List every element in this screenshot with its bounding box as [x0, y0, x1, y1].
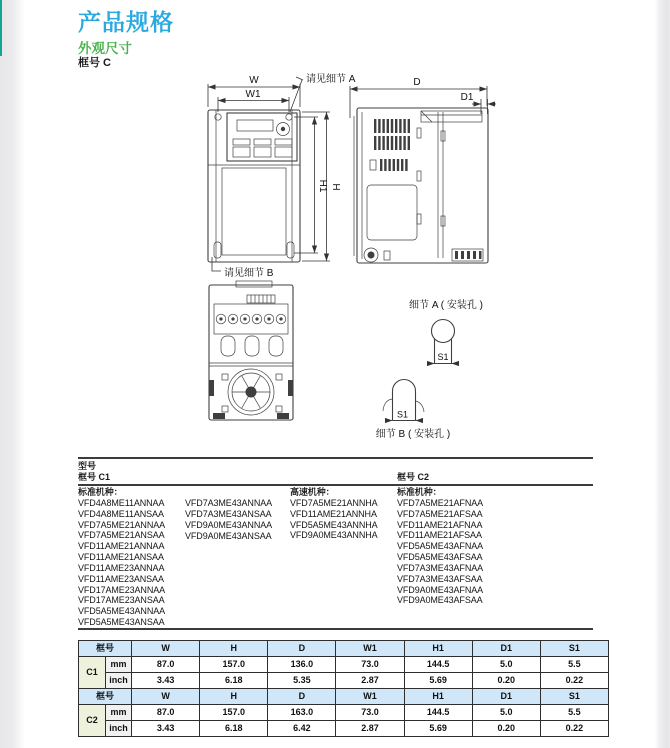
front-view-drawing — [208, 72, 356, 279]
model-number: VFD7A5ME21AFNAA — [397, 497, 484, 508]
detail-a-drawing — [409, 298, 483, 364]
frame-cell: C2 — [79, 705, 106, 737]
model-number: VFD11AME23ANNAA — [78, 562, 165, 573]
dim-value-inch: 0.22 — [540, 721, 608, 737]
frame-cell: C1 — [79, 657, 106, 689]
dim-value-inch: 6.18 — [200, 721, 268, 737]
model-number: VFD5A5ME43AFSAA — [397, 552, 483, 563]
model-number: VFD5A5ME43ANSAA — [78, 617, 165, 628]
dim-value-mm: 163.0 — [268, 705, 336, 721]
dim-value-mm: 73.0 — [336, 705, 404, 721]
model-number: VFD9A0ME43ANNHA — [290, 530, 378, 541]
detail-a-caption: 细节 A ( 安装孔 ) — [409, 300, 483, 311]
dim-value-mm: 73.0 — [336, 657, 404, 673]
dim-value-inch: 5.35 — [268, 673, 336, 689]
frame-header: 框号 — [79, 641, 132, 657]
model-column-c1-highspeed — [290, 487, 378, 541]
dim-value-inch: 2.87 — [336, 673, 404, 689]
model-table-bottom-border — [78, 628, 593, 630]
model-number: VFD7A3ME43AFSAA — [397, 573, 483, 584]
model-header-frame-c2: 框号 C2 — [397, 472, 430, 482]
model-number: VFD11AME21AFSAA — [397, 530, 482, 541]
dim-label-w1: W1 — [245, 89, 261, 100]
dim-col-header: H — [200, 641, 268, 657]
model-number: VFD9A0ME43ANNAA — [185, 519, 273, 530]
dim-col-header: S1 — [540, 641, 608, 657]
model-number: VFD11AME21ANNHA — [290, 508, 377, 519]
unit-cell-mm: mm — [106, 657, 132, 673]
dim-col-header: D — [268, 641, 336, 657]
model-group-title: 标准机种： — [397, 487, 442, 497]
unit-cell-mm: mm — [106, 705, 132, 721]
dim-col-header: D1 — [472, 689, 540, 705]
model-number: VFD9A0ME43AFSAA — [397, 595, 483, 606]
see-detail-a-label: 请见细节 A — [306, 74, 356, 85]
model-number: VFD4A8ME11ANNAA — [78, 497, 165, 508]
bottom-view-drawing — [209, 281, 293, 420]
dim-label-h: H — [330, 183, 341, 191]
model-number: VFD11AME21ANNAA — [78, 541, 165, 552]
model-number: VFD5A5ME43AFNAA — [397, 541, 484, 552]
model-number: VFD7A5ME21ANNAA — [78, 519, 166, 530]
model-number: VFD4A8ME11ANSAA — [78, 508, 164, 519]
model-number: VFD17AME23ANSAA — [78, 595, 165, 606]
model-number: VFD7A5ME21AFSAA — [397, 508, 483, 519]
see-detail-b-label: 请见细节 B — [224, 268, 274, 279]
dim-value-mm: 136.0 — [268, 657, 336, 673]
detail-b-drawing — [376, 380, 450, 441]
dimension-table-c2 — [78, 688, 609, 737]
model-header-label: 型号 — [78, 461, 97, 471]
model-number: VFD11AME21ANSAA — [78, 552, 164, 563]
dim-col-header: W — [132, 641, 200, 657]
dim-value-inch: 5.69 — [404, 721, 472, 737]
dim-value-mm: 87.0 — [132, 657, 200, 673]
unit-cell-inch: inch — [106, 721, 132, 737]
dim-value-mm: 157.0 — [200, 705, 268, 721]
dim-value-inch: 0.22 — [540, 673, 608, 689]
dim-label-s1-a: S1 — [437, 352, 449, 362]
dim-value-mm: 5.5 — [540, 657, 608, 673]
dim-value-inch: 5.69 — [404, 673, 472, 689]
model-number: VFD7A3ME43ANSAA — [185, 508, 272, 519]
model-table-top-border — [78, 457, 593, 459]
model-number: VFD7A3ME43AFNAA — [397, 562, 484, 573]
dim-value-inch: 6.42 — [268, 721, 336, 737]
page-title: 产品规格 — [78, 9, 174, 35]
model-number: VFD17AME23ANNAA — [78, 584, 166, 595]
model-header-frame-c1: 框号 C1 — [78, 472, 111, 482]
frame-header: 框号 — [79, 689, 132, 705]
model-column-c2-standard — [397, 487, 483, 606]
dim-label-d: D — [413, 77, 421, 88]
dim-value-inch: 3.43 — [132, 721, 200, 737]
model-column-c1-standard-1 — [78, 487, 165, 628]
section-title: 外观尺寸 — [78, 41, 132, 56]
dim-value-inch: 2.87 — [336, 721, 404, 737]
unit-cell-inch: inch — [106, 673, 132, 689]
model-number: VFD5A5ME43ANNHA — [290, 519, 378, 530]
dim-value-mm: 87.0 — [132, 705, 200, 721]
dim-value-mm: 5.5 — [540, 705, 608, 721]
dim-col-header: W1 — [336, 641, 404, 657]
model-column-c1-standard-2 — [185, 487, 272, 541]
dim-col-header: W — [132, 689, 200, 705]
dim-value-mm: 144.5 — [404, 657, 472, 673]
dim-value-mm: 144.5 — [404, 705, 472, 721]
model-number: VFD7A5ME21ANSAA — [78, 530, 165, 541]
model-number: VFD11AME21AFNAA — [397, 519, 483, 530]
dim-value-mm: 5.0 — [472, 705, 540, 721]
dim-value-mm: 157.0 — [200, 657, 268, 673]
model-number: VFD11AME23ANSAA — [78, 573, 164, 584]
model-number: VFD7A3ME43ANNAA — [185, 498, 273, 508]
side-view-drawing — [350, 77, 496, 263]
model-group-title: 高速机种： — [290, 487, 335, 497]
dim-col-header: H1 — [404, 641, 472, 657]
dim-col-header: W1 — [336, 689, 404, 705]
frame-label: 框号 C — [78, 57, 111, 69]
dim-col-header: S1 — [540, 689, 608, 705]
dim-col-header: H1 — [404, 689, 472, 705]
vent-slots — [374, 119, 410, 171]
dim-value-inch: 0.20 — [472, 721, 540, 737]
dim-value-inch: 3.43 — [132, 673, 200, 689]
dimension-table-c1 — [78, 640, 609, 689]
dim-value-mm: 5.0 — [472, 657, 540, 673]
dim-label-d1: D1 — [460, 92, 474, 103]
model-number: VFD9A0ME43AFNAA — [397, 584, 484, 595]
fan-spokes — [232, 376, 270, 409]
dim-label-h1: H1 — [317, 179, 328, 193]
model-table-header-separator — [78, 484, 593, 486]
detail-b-caption: 细节 B ( 安装孔 ) — [375, 429, 451, 440]
model-group-title: 标准机种： — [78, 487, 123, 497]
model-number: VFD5A5ME43ANNAA — [78, 606, 166, 617]
dim-col-header: H — [200, 689, 268, 705]
dim-value-inch: 6.18 — [200, 673, 268, 689]
model-number: VFD7A5ME21ANNHA — [290, 497, 378, 508]
dim-col-header: D — [268, 689, 336, 705]
dim-label-s1-b: S1 — [396, 409, 409, 420]
dim-label-w: W — [249, 75, 259, 86]
dim-value-inch: 0.20 — [472, 673, 540, 689]
dim-col-header: D1 — [472, 641, 540, 657]
model-number: VFD9A0ME43ANSAA — [185, 530, 272, 541]
